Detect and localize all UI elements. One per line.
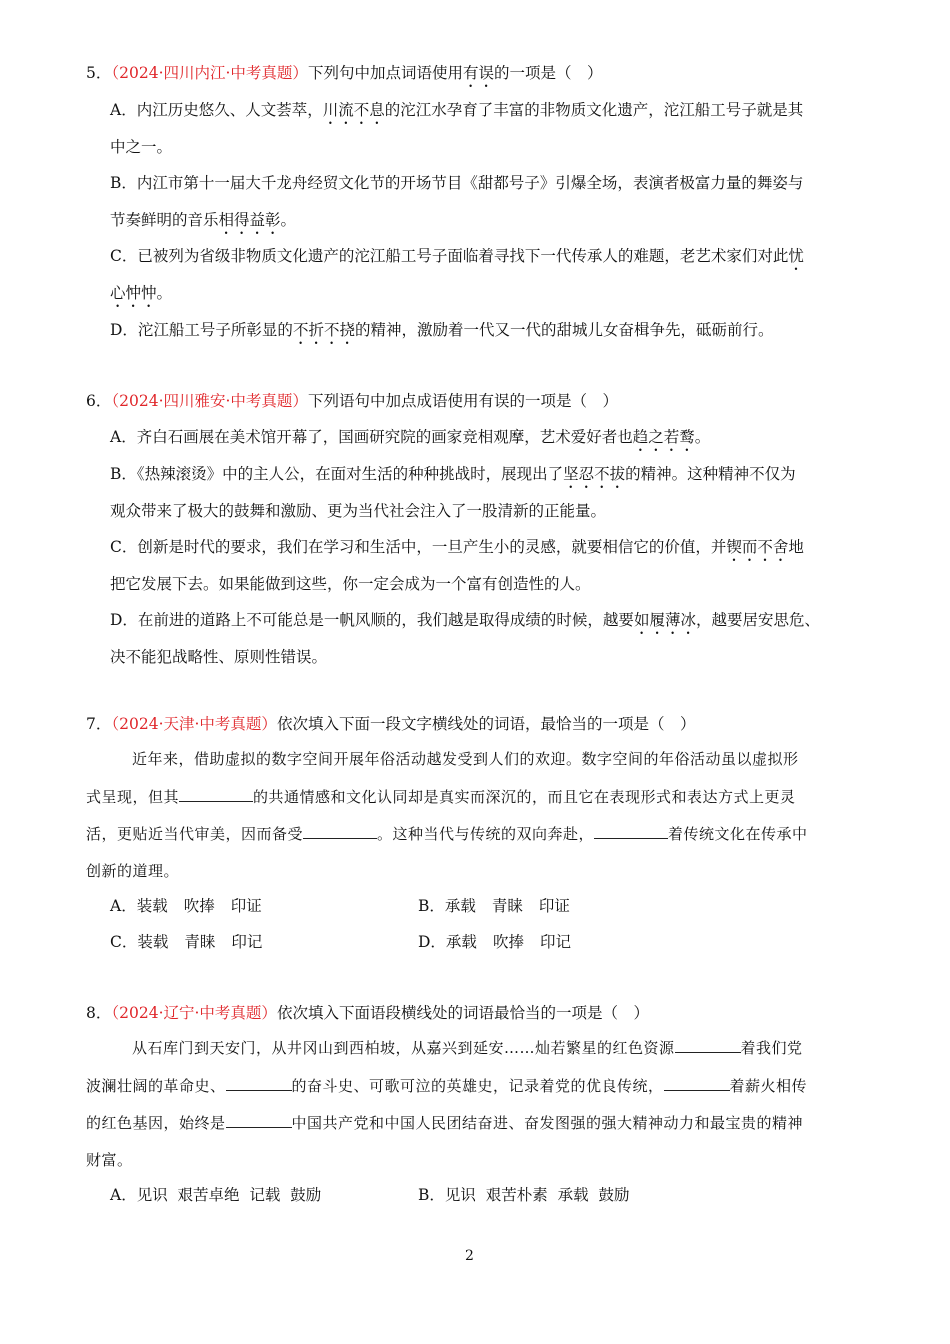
question-7-option-b: B．承载 青睐 印证 (418, 897, 570, 915)
question-5-option-c-cont: 心忡忡。 (110, 284, 173, 302)
question-5-option-d: D．沱江船工号子所彰显的不折不挠的精神，激励着一代又一代的甜城儿女奋楫争先，砥砺前行。 (110, 321, 774, 339)
blank-3 (594, 823, 668, 839)
blank-1 (179, 786, 253, 802)
question-5-stem: 5．（2024·四川内江·中考真题）下列句中加点词语使用有误的一项是（ ） (86, 64, 603, 82)
question-6-source: （2024·四川雅安·中考真题） (111, 392, 308, 410)
question-5-source: （2024·四川内江·中考真题） (111, 64, 308, 82)
blank-2 (303, 823, 377, 839)
question-8-stem: 8．（2024·辽宁·中考真题）依次填入下面语段横线处的词语最恰当的一项是（ ） (86, 1004, 649, 1022)
question-7-option-d: D．承载 吹捧 印记 (418, 933, 571, 951)
question-8-passage-line-2: 波澜壮阔的革命史、 的奋斗史、可歌可泣的英雄史，记录着党的优良传统， 着薪火相传 (86, 1077, 808, 1095)
question-5-option-b: B．内江市第十一届大千龙舟经贸文化节的开场节目《甜都号子》引爆全场，表演者极富力量的舞姿与 (110, 174, 804, 192)
question-7-stem: 7．（2024·天津·中考真题）依次填入下面一段文字横线处的词语，最恰当的一项是（ ） (86, 715, 696, 733)
question-7-option-a: A．装载 吹捧 印证 (110, 897, 262, 915)
question-6-option-d-cont: 决不能犯战略性、原则性错误。 (110, 648, 328, 666)
question-8-passage-line-1: 从石库门到天安门，从井冈山到西柏坡，从嘉兴到延安……灿若繁星的红色资源 着我们党 (132, 1039, 803, 1057)
question-5-option-a: A．内江历史悠久、人文荟萃，川流不息的沱江水孕育了丰富的非物质文化遗产，沱江船工号子就是其 (110, 101, 804, 119)
question-6-option-b-cont: 观众带来了极大的鼓舞和激励、更为当代社会注入了一股清新的正能量。 (110, 502, 607, 520)
blank-2 (226, 1075, 292, 1091)
question-7-passage-line-3: 活，更贴近当代审美，因而备受 。这种当代与传统的双向奔赴， 着传统文化在传承中 (86, 825, 808, 843)
question-8-passage-line-3: 的红色基因，始终是 中国共产党和中国人民团结奋进、奋发图强的强大精神动力和最宝贵的精神 (86, 1114, 804, 1132)
question-7-passage-line-1: 近年来，借助虚拟的数字空间开展年俗活动越发受到人们的欢迎。数字空间的年俗活动虽以虚拟形 (132, 750, 799, 768)
question-7-passage-line-4: 创新的道理。 (86, 862, 180, 880)
question-5-option-a-cont: 中之一。 (110, 138, 173, 156)
page-number: 2 (465, 1248, 474, 1264)
question-6-stem: 6．（2024·四川雅安·中考真题）下列语句中加点成语使用有误的一项是（ ） (86, 392, 618, 410)
question-7-source: （2024·天津·中考真题） (111, 715, 277, 733)
question-6-option-b: B．《热辣滚烫》中的主人公，在面对生活的种种挑战时，展现出了坚忍不拔的精神。这种精神不仅为 (110, 465, 796, 483)
question-8-option-b: B．见识 艰苦朴素 承载 鼓励 (418, 1186, 630, 1204)
question-6-option-d: D．在前进的道路上不可能总是一帆风顺的，我们越是取得成绩的时候，越要如履薄冰，越要居安思危、 (110, 611, 820, 629)
question-6-option-c: C．创新是时代的要求，我们在学习和生活中，一旦产生小的灵感，就要相信它的价值，并锲而不舍地 (110, 538, 804, 556)
question-5-option-b-cont: 节奏鲜明的音乐相得益彰。 (110, 211, 297, 229)
question-8-option-a: A．见识 艰苦卓绝 记载 鼓励 (110, 1186, 322, 1204)
question-8-passage-line-4: 财富。 (86, 1151, 133, 1169)
question-7-passage-line-2: 式呈现，但其 的共通情感和文化认同却是真实而深沉的，而且它在表现形式和表达方式上更灵 (86, 788, 796, 806)
question-6-option-a: A．齐白石画展在美术馆开幕了，国画研究院的画家竞相观摩，艺术爱好者也趋之若鹜。 (110, 428, 711, 446)
question-6-option-c-cont: 把它发展下去。如果能做到这些，你一定会成为一个富有创造性的人。 (110, 575, 591, 593)
blank-4 (226, 1112, 292, 1128)
question-7-option-c: C．装载 青睐 印记 (110, 933, 263, 951)
question-5-option-c: C．已被列为省级非物质文化遗产的沱江船工号子面临着寻找下一代传承人的难题，老艺术家们对此忧 (110, 247, 804, 265)
blank-1 (675, 1037, 741, 1053)
question-8-source: （2024·辽宁·中考真题） (111, 1004, 277, 1022)
blank-3 (664, 1075, 730, 1091)
